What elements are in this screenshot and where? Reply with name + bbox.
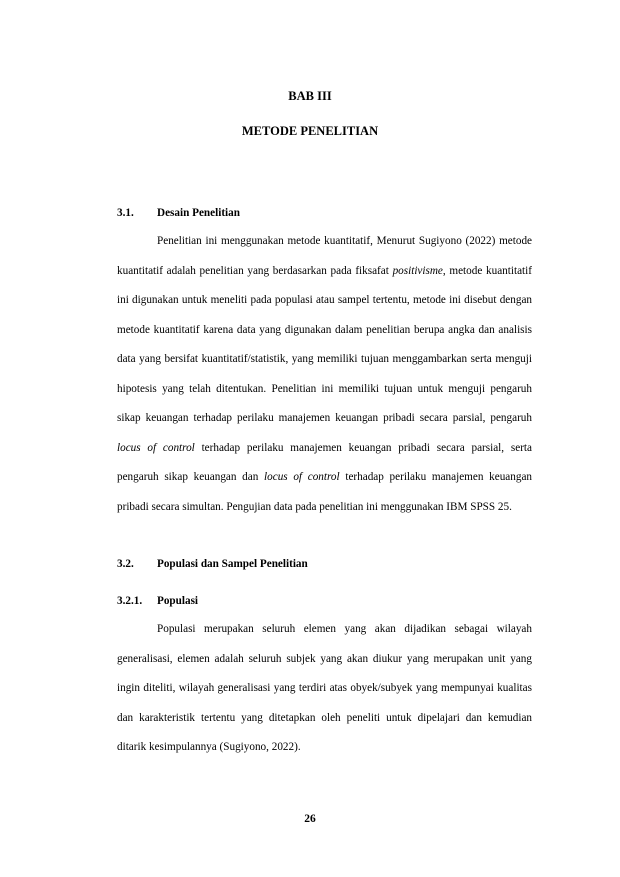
section-number: 3.1. bbox=[117, 207, 134, 219]
paragraph-text: terhadap perilaku manajemen keuangan pribadi secara parsial, serta pengaruh sikap keuangan dan bbox=[117, 441, 532, 483]
section-heading-3-1 bbox=[117, 207, 240, 219]
page-number: 26 bbox=[304, 813, 316, 825]
paragraph-text: terhadap perilaku manajemen keuangan pribadi secara simultan. Pengujian data pada penelitian ini menggunakan IBM SPSS 25. bbox=[117, 471, 533, 513]
section-number: 3.2.1. bbox=[117, 595, 143, 607]
section-heading-3-2 bbox=[117, 558, 308, 570]
italic-term: locus of control bbox=[117, 441, 195, 454]
italic-term: positivisme bbox=[392, 264, 443, 277]
chapter-title: BAB III bbox=[288, 89, 332, 103]
paragraph-desain-penelitian bbox=[117, 227, 532, 522]
section-title: Populasi dan Sampel Penelitian bbox=[157, 558, 308, 570]
italic-term: locus of control bbox=[264, 471, 340, 483]
chapter-subtitle: METODE PENELITIAN bbox=[241, 124, 379, 138]
paragraph-text: , metode kuantitatif ini digunakan untuk meneliti pada populasi atau sampel tertentu, metode ini disebut dengan metode kuantitatif karena data yang digunakan dalam penelitian berupa angka dan analisis data yang bersifat kuantitatif/statistik, yang memiliki tujuan menggambarkan serta menguji hipotesis yang telah ditentukan. Penelitian ini memiliki tujuan untuk menguji pengaruh sikap keuangan terhadap perilaku manajemen keuangan pribadi secara parsial, pengaruh bbox=[117, 264, 532, 424]
section-title: Populasi bbox=[157, 595, 199, 607]
section-title: Desain Penelitian bbox=[157, 207, 240, 219]
section-number: 3.2. bbox=[117, 558, 134, 570]
paragraph-populasi bbox=[117, 615, 532, 763]
section-heading-3-2-1 bbox=[117, 595, 199, 607]
paragraph-text: Penelitian ini menggunakan metode kuantitatif, Menurut Sugiyono (2022) metode kuantitatif adalah penelitian yang berdasarkan pada fiksafat bbox=[117, 235, 532, 277]
paragraph-text: Populasi merupakan seluruh elemen yang akan dijadikan sebagai wilayah generalisasi, elemen adalah seluruh subjek yang akan diukur yang merupakan unit yang ingin diteliti, wilayah generalisasi yang terdiri atas obyek/subyek yang mempunyai kualitas dan karakteristik tertentu yang ditetapkan oleh peneliti untuk dipelajari dan kemudian ditarik kesimpulannya (Sugiyono, 2022). bbox=[117, 623, 532, 753]
